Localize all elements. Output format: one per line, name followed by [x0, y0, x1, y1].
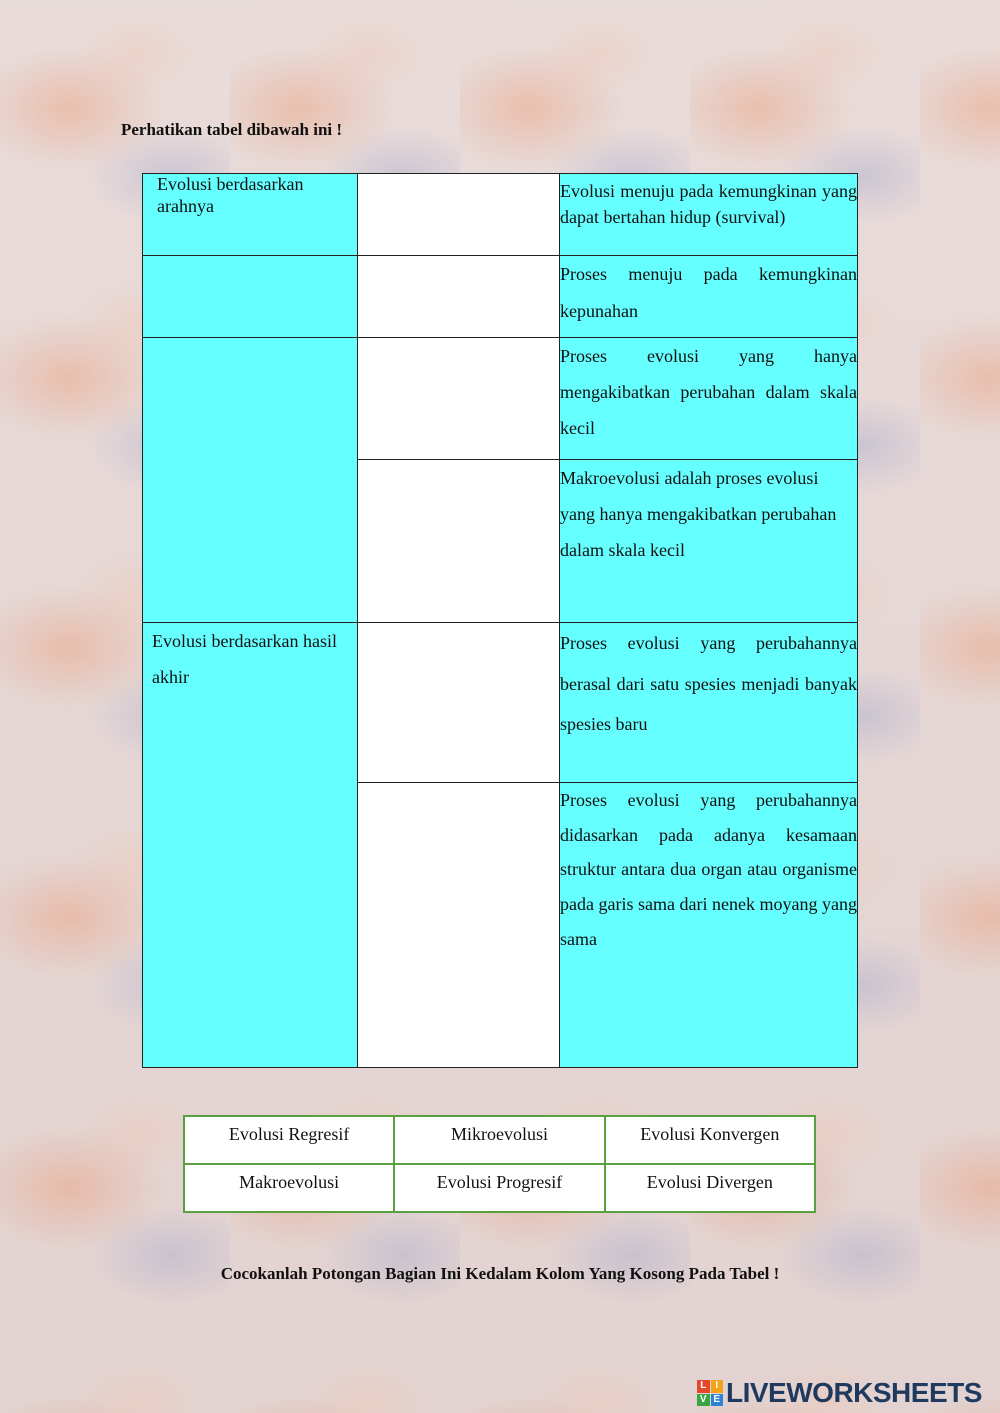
- word-option[interactable]: Evolusi Konvergen: [605, 1116, 815, 1164]
- table-row: [143, 623, 858, 783]
- logo-letter: V: [697, 1394, 710, 1407]
- word-bank: [183, 1115, 816, 1213]
- answer-drop-slot[interactable]: [358, 256, 560, 338]
- category-label-result: Evolusi berdasarkan hasil akhir: [143, 623, 358, 1068]
- evolution-table: [142, 173, 858, 1068]
- answer-drop-slot[interactable]: [358, 783, 560, 1068]
- word-option[interactable]: Evolusi Progresif: [394, 1164, 604, 1212]
- table-row: [184, 1164, 815, 1212]
- description-cell: Evolusi menuju pada kemungkinan yang dapat bertahan hidup (survival): [560, 174, 858, 256]
- description-cell: Proses evolusi yang perubahannya berasal dari satu spesies menjadi banyak spesies baru: [560, 623, 858, 783]
- description-cell: Proses evolusi yang perubahannya didasarkan pada adanya kesamaan struktur antara dua organ atau organisme pada garis sama dari nenek moyang yang sama: [560, 783, 858, 1068]
- category-label-empty: [143, 338, 358, 623]
- liveworksheets-brand[interactable]: [697, 1377, 982, 1409]
- answer-drop-slot[interactable]: [358, 338, 560, 460]
- brand-name: LIVEWORKSHEETS: [726, 1377, 982, 1408]
- logo-letter: I: [711, 1380, 724, 1393]
- description-cell: Proses menuju pada kemungkinan kepunahan: [560, 256, 858, 338]
- answer-drop-slot[interactable]: [358, 460, 560, 623]
- word-option[interactable]: Mikroevolusi: [394, 1116, 604, 1164]
- logo-letter: E: [711, 1394, 724, 1407]
- page-title: Perhatikan tabel dibawah ini !: [121, 120, 343, 139]
- table-row: [143, 256, 858, 338]
- description-cell: Proses evolusi yang hanya mengakibatkan perubahan dalam skala kecil: [560, 338, 858, 460]
- liveworksheets-logo-icon: [697, 1380, 723, 1406]
- category-label-direction: Evolusi berdasarkan arahnya: [143, 174, 358, 256]
- table-row: [143, 174, 858, 256]
- word-option[interactable]: Evolusi Regresif: [184, 1116, 394, 1164]
- table-row: [143, 338, 858, 460]
- category-label-empty: [143, 256, 358, 338]
- table-row: [184, 1116, 815, 1164]
- description-cell: Makroevolusi adalah proses evolusi yang hanya mengakibatkan perubahan dalam skala kecil: [560, 460, 858, 623]
- logo-letter: L: [697, 1380, 710, 1393]
- instruction-text: Cocokanlah Potongan Bagian Ini Kedalam Kolom Yang Kosong Pada Tabel !: [220, 1264, 780, 1283]
- answer-drop-slot[interactable]: [358, 174, 560, 256]
- word-option[interactable]: Evolusi Divergen: [605, 1164, 815, 1212]
- answer-drop-slot[interactable]: [358, 623, 560, 783]
- word-option[interactable]: Makroevolusi: [184, 1164, 394, 1212]
